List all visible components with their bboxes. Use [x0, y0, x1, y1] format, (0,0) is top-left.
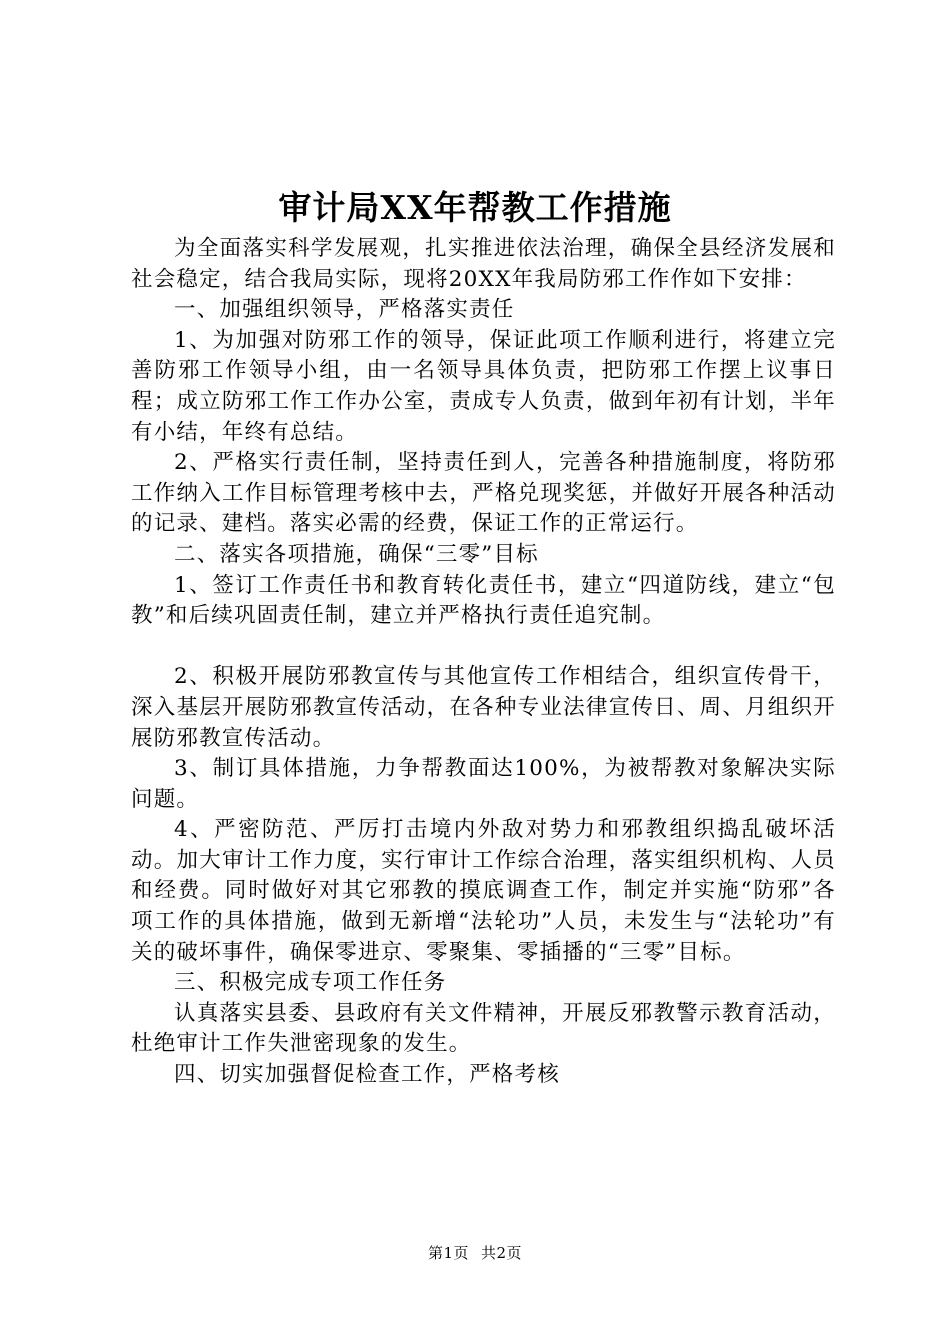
intro-paragraph: 为全面落实科学发展观，扎实推进依法治理，确保全县经济发展和社会稳定，结合我局实际，现将20XX年我局防邪工作作如下安排：: [131, 236, 836, 292]
section-heading-3: 三、积极完成专项工作任务: [174, 970, 447, 996]
section-2-item-1: 1、签订工作责任书和教育转化责任书，建立“四道防线，建立“包教”和后续巩固责任制，建立并严格执行责任追究制。: [131, 572, 836, 629]
section-heading-1: 一、加强组织领导，严格落实责任: [174, 297, 515, 323]
page-title: 审计局XX年帮教工作措施: [278, 188, 672, 227]
page-total: 共2页: [481, 1244, 523, 1262]
section-2-item-3: 3、制订具体措施，力争帮教面达100%，为被帮教对象解决实际问题。: [131, 756, 836, 812]
document-body: [131, 234, 836, 1091]
section-2-item-4: 4、严密防范、严厉打击境内外敌对势力和邪教组织捣乱破坏活动。加大审计工作力度，实行审计工作综合治理，落实组织机构、人员和经费。同时做好对其它邪教的摸底调查工作，制定并实施“防邪”各项工作的具体措施，做到无新增“法轮功”人员，未发生与“法轮功”有关的破坏事件，确保零进京、零聚集、零插播的“三零”目标。: [131, 817, 836, 965]
page-number: 第1页: [427, 1244, 469, 1262]
section-1-item-1: 1、为加强对防邪工作的领导，保证此项工作顺利进行，将建立完善防邪工作领导小组，由一名领导具体负责，把防邪工作摆上议事日程；成立防邪工作工作办公室，责成专人负责，做到年初有计划，半年有小结，年终有总结。: [131, 327, 836, 445]
section-3-body: 认真落实县委、县政府有关文件精神，开展反邪教警示教育活动，杜绝审计工作失泄密现象的发生。: [131, 1000, 836, 1057]
section-heading-4: 四、切实加强督促检查工作，严格考核: [174, 1062, 560, 1088]
section-2-item-2: 2、积极开展防邪教宣传与其他宣传工作相结合，组织宣传骨干，深入基层开展防邪教宣传活动，在各种专业法律宣传日、周、月组织开展防邪教宣传活动。: [131, 664, 836, 751]
section-heading-2: 二、落实各项措施，确保“三零”目标: [174, 541, 539, 567]
section-1-item-2: 2、严格实行责任制，坚持责任到人，完善各种措施制度，将防邪工作纳入工作目标管理考核中去，严格兑现奖惩，并做好开展各种活动的记录、建档。落实必需的经费，保证工作的正常运行。: [131, 450, 836, 537]
page-footer: [0, 1243, 950, 1263]
